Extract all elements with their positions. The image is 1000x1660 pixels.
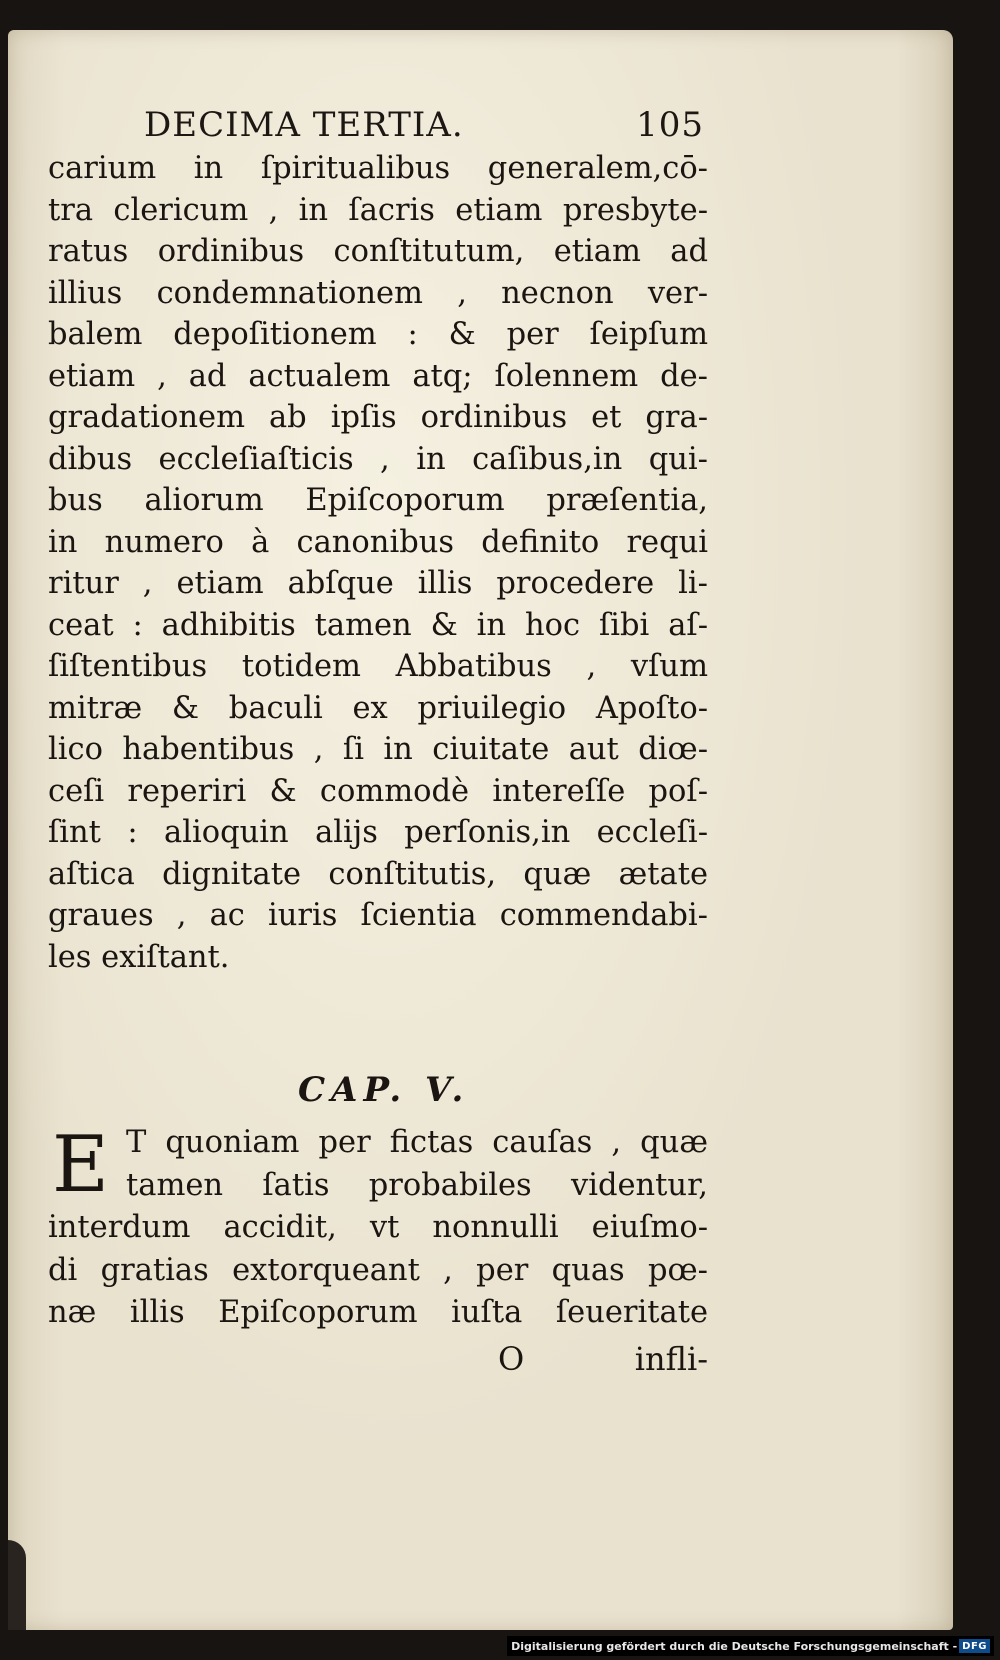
text-line: ceſi reperiri & commodè intereſſe poſ- (48, 773, 708, 809)
dfg-logo: DFG (959, 1639, 990, 1653)
running-title: DECIMA TERTIA. (144, 105, 464, 145)
text-line: tra clericum , in ſacris etiam presbyte- (48, 192, 708, 228)
text-line: di gratias extorqueant , per quas pœ- (48, 1252, 708, 1288)
text-line: næ illis Epiſcoporum iuſta ſeueritate (48, 1295, 708, 1330)
text-line: balem depoſitionem : & per ſeipſum (48, 317, 708, 352)
text-line: ſint : alioquin alijs perſonis,in eccleſi- (48, 815, 708, 850)
book-page (8, 30, 953, 1630)
credit-text: Digitalisierung gefördert durch die Deutsche Forschungsgemeinschaft - (511, 1639, 958, 1653)
drop-cap: E (52, 1120, 109, 1210)
text-line-last: les exiſtant. (48, 939, 230, 975)
chapter-text (48, 1122, 708, 1335)
text-line: gradationem ab ipſis ordinibus et gra- (48, 400, 708, 435)
text-line: tamen ſatis probabiles videntur, (126, 1167, 708, 1203)
digitization-credit (507, 1636, 994, 1656)
text-line: carium in ſpiritualibus generalem,cō- (48, 151, 708, 186)
text-line: ritur , etiam abſque illis procedere li- (48, 566, 708, 601)
chapter-heading: CAP. V. (298, 1070, 470, 1110)
text-line: ceat : adhibitis tamen & in hoc ſibi aſ- (48, 607, 708, 643)
catchword: infli- (634, 1340, 708, 1378)
text-line: bus aliorum Epiſcoporum præſentia, (48, 483, 708, 518)
text-line: ratus ordinibus conſtitutum, etiam ad (48, 234, 708, 269)
text-line: in numero à canonibus definito requi (48, 524, 708, 560)
text-line: illius condemnationem , necnon ver- (48, 275, 708, 311)
text-line: ſiſtentibus totidem Abbatibus , vſum (48, 649, 708, 684)
text-line: etiam , ad actualem atq; ſolennem de- (48, 358, 708, 394)
text-line: lico habentibus , ſi in ciuitate aut diœ- (48, 732, 708, 767)
text-line: dibus eccleſiaſticis , in caſibus,in qui- (48, 441, 708, 477)
text-line: T quoniam per fictas cauſas , quæ (126, 1125, 708, 1160)
text-line: graues , ac iuris ſcientia commendabi- (48, 898, 708, 933)
page-number: 105 (636, 105, 704, 145)
body-text (48, 148, 708, 978)
text-line: interdum accidit, vt nonnulli eiuſmo- (48, 1210, 708, 1245)
text-line: aſtica dignitate conſtitutis, quæ ætate (48, 856, 708, 892)
signature-mark: O (498, 1340, 525, 1378)
text-line: mitræ & baculi ex priuilegio Apoſto- (48, 690, 708, 726)
